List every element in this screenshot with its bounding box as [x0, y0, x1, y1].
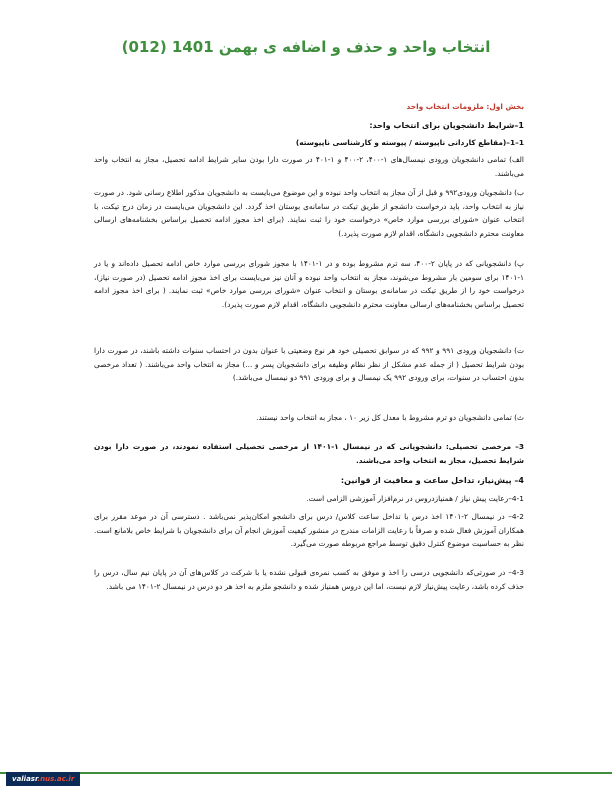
logo-text-1: valiasr — [12, 775, 38, 783]
s4-heading: 4– پیش‌نیاز، تداخل ساعت و معافیت از قوانین: — [340, 476, 524, 485]
paragraph-be: ب) دانشجویان ورودی۹۹۲ و قبل از آن مجاز به انتخاب واحد نبوده و این موضوع می‌بایست به دانشجویان مذکور اطلاع رسانی شود. در صورت نیاز به انتخاب واحد، باید درخواست دانشجو از طریق تیکت در سامانه‌ی بوستان اخذ گردد. این دانشجویان می‌بایست در زمان درج تیکت، با انتخاب عنوان «شورای بررسی موارد خاص» درخواست خود را ثبت نمایند. (برای اخذ مجوز ادامه تحصیل براساس بخشنامه‌های ارسالی معاونت محترم دانشجویی دانشگاه، اقدام لازم صورت پذیرد.) — [94, 188, 524, 238]
paragraph-4-1: 4-1–رعایت پیش نیاز / همنیازدروس در نرم‌افزار آموزشی الزامی است. — [306, 494, 524, 503]
site-logo — [6, 772, 80, 786]
section-heading — [94, 100, 524, 114]
s1-heading: 1–شرایط دانشجویان برای انتخاب واحد: — [369, 121, 524, 130]
paragraph-4-3: 4-3– در صورتی‌که دانشجویی درسی را اخذ و موفق به کسب نمره‌ی قبولی نشده یا با شرکت در کلاس‌های آن در پایان نیم سال، درس را حذف کرده باشد، رعایت پیش‌نیاز لازم نیست، اما این دروس همنیاز شده و دانشجو ملزم به اخذ هر دو درس در نیمسال ۲-۱۴۰۱ می باشد. — [94, 568, 524, 591]
section-3: 3– مرخصی تحصیلی: دانشجویانی که در نیمسال ۱-۱۴۰۱ از مرخصی تحصیلی استفاده نمودند، در صورت دارا بودن شرایط تحصیل، مجاز به انتخاب واحد می‌باشند. — [94, 442, 525, 465]
page-footer — [0, 754, 612, 792]
paragraph-te: ت) دانشجویان ورودی ۹۹۱ و ۹۹۲ که در سوابق تحصیلی خود هر نوع وضعیتی با عنوان بدون در احتساب سنوات داشته باشند، در صورت دارا بودن شرایط تحصیل ( از جمله عدم مشکل از نظر نظام وظیفه برای دانشجویان پسر و ...) مجاز به انتخاب واحد می‌باشند. ( تعداد مرخصی بدون احتساب در سنوات، برای ورودی ۹۹۲ یک نیمسال و برای ورودی ۹۹۱ دو نیمسال می‌باشد.) — [94, 346, 524, 383]
s11-heading: 1–1–(مقاطع کاردانی ناپیوسته / پیوسته و کارشناسی ناپیوسته) — [295, 138, 524, 147]
document-title: انتخاب واحد و حذف و اضافه ی بهمن 1401 (012) — [121, 38, 491, 56]
footer-divider — [0, 772, 612, 774]
paragraph-alef: الف) تمامی دانشجویان ورودی نیمسال‌های ۱-۴۰۰، ۲-۴۰۰ و ۱-۴۰۱ در صورت دارا بودن سایر شرایط ادامه تحصیل، مجاز به انتخاب واحد می‌باشند. — [94, 155, 524, 178]
paragraph-se: ث) تمامی دانشجویان دو ترم مشروط با معدل کل زیر ۱۰ ، مجاز به انتخاب واحد نیستند. — [256, 413, 524, 422]
paragraph-pe: پ) دانشجویانی که در پایان ۲-۴۰۰، سه ترم مشروط بوده و در ۱-۱۴۰۱ با مجوز شورای بررسی موارد خاص ادامه تحصیل داده‌اند و یا در ۱-۱۴۰۱ برای سومین بار مشروط می‌شوند، مجاز به انتخاب واحد نبوده و آنان نیز می‌بایست برای اخذ مجوز ادامه تحصیل (در صورت نیاز)، درخواست خود را از طریق تیکت در سامانه‌ی بوستان و انتخاب عنوان «شورای بررسی موارد خاص» ثبت نمایند. ( برای اخذ مجوز ادامه تحصیل براساس بخشنامه‌های ارسالی معاونت محترم دانشجویی دانشگاه، اقدام لازم صورت پذیرد). — [94, 259, 525, 309]
paragraph-4-2: 4-2– در نیمسال ۲-۱۴۰۱ اخذ درس با تداخل ساعت کلاس/ درس برای دانشجو امکان‌پذیر نمی‌باشد . دسترسی آن در موعد مقرر برای همکاران آموزش فعال شده و صرفاً با رعایت الزامات مندرج در منشور کیفیت آموزش انجام آن برای دانشجویان با شرایط خاص بلامانع است. نظر به حساسیت موضوع کنترل دقیق توسط مراجع مربوطه صورت می‌گیرد. — [94, 512, 524, 549]
logo-text-2: .nus.ac.ir — [37, 775, 75, 783]
section-heading-text: بخش اول: ملزومات انتخاب واحد — [406, 102, 524, 111]
